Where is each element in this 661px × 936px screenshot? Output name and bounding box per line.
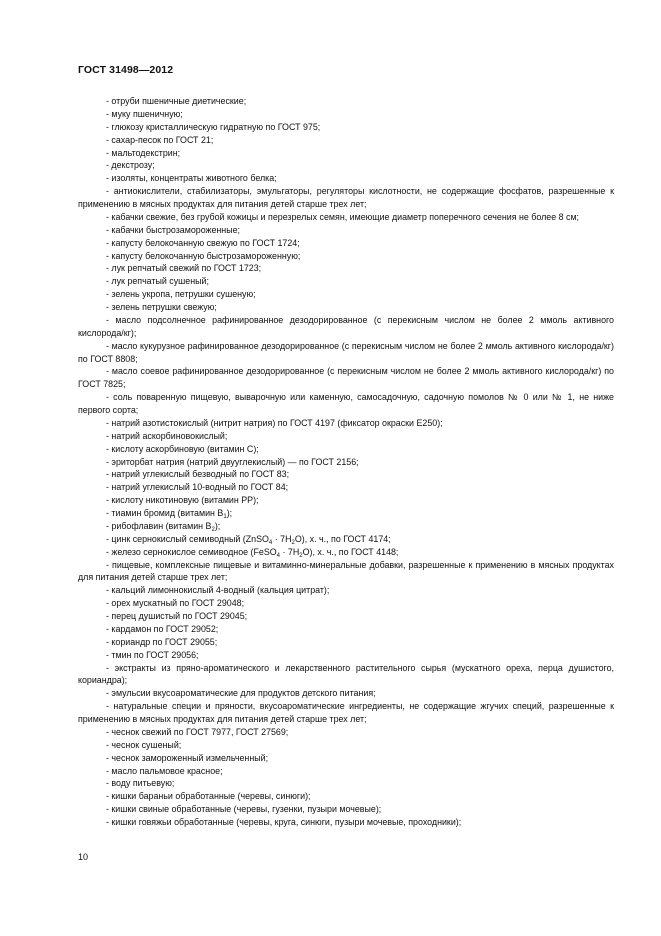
list-item: - масло кукурузное рафинированное дезодорированное (с перекисным числом не более 2 ммоль активного кислорода/кг) по ГОСТ 8808; (78, 340, 614, 364)
subscript: 1 (223, 514, 227, 520)
text-run: O), х. ч., по ГОСТ 4148; (302, 546, 399, 557)
list-item: - капусту белокочанную свежую по ГОСТ 1724; (106, 237, 300, 248)
list-item: - чеснок свежий по ГОСТ 7977, ГОСТ 27569; (106, 726, 289, 737)
list-item (78, 533, 614, 546)
subscript: 4 (276, 552, 281, 559)
document-header: ГОСТ 31498—2012 (78, 64, 174, 76)
text-run: ); (214, 520, 221, 531)
list-item: - воду питьевую; (106, 778, 175, 789)
text-run: - рибофлавин (витамин В (106, 520, 212, 531)
list-item: - натрий азотистокислый (нитрит натрия) по ГОСТ 4197 (фиксатор окраски Е250); (106, 417, 443, 428)
list-item: - чеснок сушеный; (106, 739, 182, 750)
list-item: - кориандр по ГОСТ 29055; (106, 636, 218, 647)
list-item: - отруби пшеничные диетические; (106, 96, 247, 106)
list-item: - кишки свиные обработанные (черевы, гузенки, пузыри мочевые); (106, 804, 382, 815)
page-number: 10 (78, 852, 89, 862)
list-item: - натрий углекислый безводный по ГОСТ 83; (106, 469, 290, 480)
list-item: - тмин по ГОСТ 29056; (106, 649, 199, 660)
list-item: - экстракты из пряно-ароматического и лекарственного растительного сырья (мускатного ореха, перца душистого, кориандра); (78, 662, 614, 686)
list-item: - изоляты, концентраты животного белка; (106, 173, 277, 184)
list-item: - кабачки быстрозамороженные; (106, 224, 240, 235)
list-item: - чеснок замороженный измельченный; (106, 752, 269, 763)
list-item: - эмульсии вкусоароматические для продуктов детского питания; (106, 688, 376, 699)
list-item: - декстрозу; (106, 160, 155, 171)
list-item: - масло подсолнечное рафинированное дезодорированное (с перекисным числом не более 2 ммоль активного кислорода/кг); (78, 314, 614, 338)
list-item: - соль поваренную пищевую, выварочную или каменную, самосадочную, садочную помолов № 0 или № 1, не ниже первого сорта; (78, 392, 614, 415)
subscript: 2 (211, 526, 215, 533)
text-run: ); (226, 508, 233, 518)
subscript: 2 (291, 539, 295, 546)
list-item: - натрий аскорбиновокислый; (106, 430, 228, 441)
list-item: - капусту белокочанную быстрозамороженную; (106, 250, 301, 261)
list-item: - сахар-песок по ГОСТ 21; (106, 134, 214, 145)
list-item: - кислоту аскорбиновую (витамин С); (106, 443, 259, 454)
list-item: - кишки говяжьи обработанные (черевы, круга, синюги, пузыри мочевые, проходники); (106, 817, 462, 827)
list-item (78, 507, 614, 520)
list-item: - кишки бараньи обработанные (черевы, синюги); (106, 791, 311, 802)
list-item: - антиокислители, стабилизаторы, эмульгаторы, регуляторы кислотности, не содержащие фосфатов, разрешенные к применению в мясных продуктах для питания детей старше трех лет; (78, 186, 614, 209)
list-item: - масло соевое рафинированное дезодорированное (с перекисным числом не более 2 ммоль активного кислорода/кг) по ГОСТ 7825; (78, 366, 614, 390)
list-item: - муку пшеничную; (106, 108, 183, 119)
text-run: · 7H (272, 533, 292, 544)
list-item: - лук репчатый свежий по ГОСТ 1723; (106, 263, 262, 274)
text-run: - цинк сернокислый семиводный (ZnSO (106, 533, 269, 544)
subscript: 2 (299, 552, 303, 559)
list-item: - глюкозу кристаллическую гидратную по ГОСТ 975; (106, 121, 321, 132)
list-item: - зелень укропа, петрушки сушеную; (106, 289, 256, 300)
list-item: - лук репчатый сушеный; (106, 276, 209, 287)
list-item: - зелень петрушки свежую; (106, 302, 217, 312)
list-item: - кардамон по ГОСТ 29052; (106, 623, 219, 634)
list-item: - кислоту никотиновую (витамин РР); (106, 495, 259, 506)
list-item: - орех мускатный по ГОСТ 29048; (106, 598, 245, 609)
list-item: - мальтодекстрин; (106, 147, 181, 158)
list-item: - натуральные специи и пряности, вкусоароматические ингредиенты, не содержащие жгучих специй, разрешенные к применению в мясных продуктах для питания детей старше трех лет; (78, 701, 614, 724)
text-run: O), х. ч., по ГОСТ 4174; (294, 533, 391, 544)
text-run: - тиамин бромид (витамин В (106, 508, 224, 518)
subscript: 4 (268, 539, 273, 546)
ingredient-list (78, 95, 614, 829)
list-item: - кабачки свежие, без грубой кожицы и перезрелых семян, имеющие диаметр поперечного сечения не более 8 см; (106, 211, 580, 222)
text-run: · 7H (280, 546, 300, 557)
list-item: - кальций лимоннокислый 4-водный (кальция цитрат); (106, 585, 330, 596)
list-item (78, 520, 614, 533)
list-item: - натрий углекислый 10-водный по ГОСТ 84; (106, 482, 289, 493)
list-item: - масло пальмовое красное; (106, 765, 223, 776)
list-item: - эриторбат натрия (натрий двууглекислый) — по ГОСТ 2156; (106, 456, 359, 467)
text-run: - железо сернокислое семиводное (FeSO (106, 546, 277, 557)
list-item: - пищевые, комплексные пищевые и витаминно-минеральные добавки, разрешенные к применению в мясных продуктах для питания детей старше трех лет; (78, 559, 614, 583)
list-item: - перец душистый по ГОСТ 29045; (106, 611, 248, 621)
list-item (78, 546, 614, 559)
